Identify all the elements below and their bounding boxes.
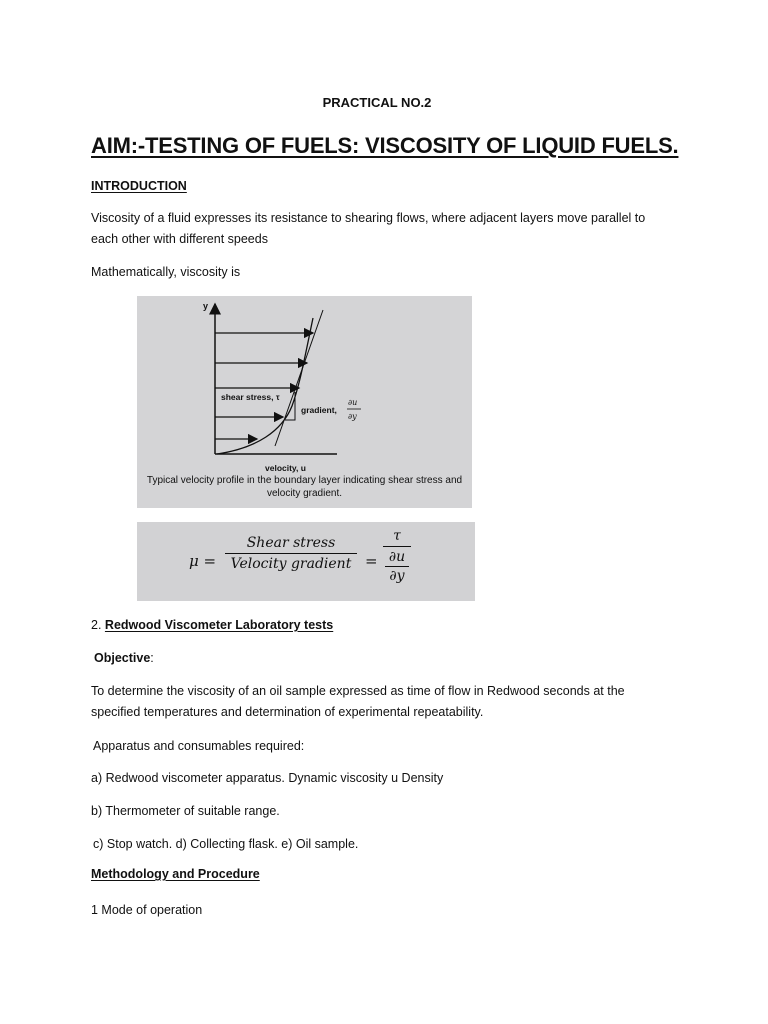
velocity-profile-curve bbox=[217, 318, 313, 454]
introduction-heading: INTRODUCTION bbox=[91, 179, 187, 193]
apparatus-item-c: c) Stop watch. d) Collecting flask. e) Oil sample. bbox=[93, 837, 359, 851]
section-title: Redwood Viscometer Laboratory tests bbox=[104, 618, 334, 632]
methodology-item-1: 1 Mode of operation bbox=[91, 903, 203, 917]
y-label: y bbox=[203, 301, 209, 311]
gradient-label: gradient, bbox=[301, 405, 337, 415]
formula-denominator: Velocity gradient bbox=[230, 556, 352, 572]
formula-equals: = bbox=[365, 552, 378, 570]
objective-text: To determine the viscosity of an oil sample expressed as time of flow in Redwood seconds at the specified temperatures and determination of experimental repeatability. bbox=[91, 684, 625, 719]
tangent-line bbox=[275, 310, 323, 446]
figure-caption bbox=[137, 474, 472, 500]
formula-dy: ∂y bbox=[389, 568, 405, 584]
viscosity-formula bbox=[137, 522, 475, 601]
gradient-denominator: ∂y bbox=[348, 412, 357, 421]
apparatus-item-a: a) Redwood viscometer apparatus. Dynamic viscosity u Density bbox=[91, 771, 444, 785]
methodology-heading: Methodology and Procedure bbox=[91, 867, 260, 881]
formula-numerator: Shear stress bbox=[246, 535, 336, 551]
velocity-label: velocity, u bbox=[265, 463, 306, 473]
objective-colon: : bbox=[150, 651, 154, 665]
section-number: 2. bbox=[91, 618, 102, 632]
formula-fraction bbox=[223, 535, 359, 572]
practical-number: PRACTICAL NO.2 bbox=[322, 95, 432, 110]
objective-label: Objective bbox=[94, 651, 151, 665]
formula-tau: τ bbox=[393, 528, 401, 544]
velocity-profile-figure bbox=[137, 296, 472, 508]
apparatus-heading: Apparatus and consumables required: bbox=[93, 739, 305, 753]
caption-line-1: Typical velocity profile in the boundary layer indicating shear stress and bbox=[146, 475, 463, 486]
shear-stress-label: shear stress, τ bbox=[221, 392, 280, 402]
introduction-text: Viscosity of a fluid expresses its resistance to shearing flows, where adjacent layers move parallel to each other with different speeds bbox=[91, 211, 646, 246]
gradient-numerator: ∂u bbox=[348, 398, 358, 407]
formula-tau-fraction bbox=[383, 528, 411, 584]
math-intro: Mathematically, viscosity is bbox=[91, 265, 241, 279]
objective-heading bbox=[94, 651, 154, 665]
formula-du: ∂u bbox=[388, 549, 406, 565]
aim-title: AIM:-TESTING OF FUELS: VISCOSITY OF LIQUID FUELS. bbox=[91, 133, 679, 158]
section-2-heading bbox=[91, 618, 333, 632]
formula-mu: μ = bbox=[189, 552, 217, 570]
caption-line-2: velocity gradient. bbox=[266, 488, 343, 499]
apparatus-item-b: b) Thermometer of suitable range. bbox=[91, 804, 280, 818]
